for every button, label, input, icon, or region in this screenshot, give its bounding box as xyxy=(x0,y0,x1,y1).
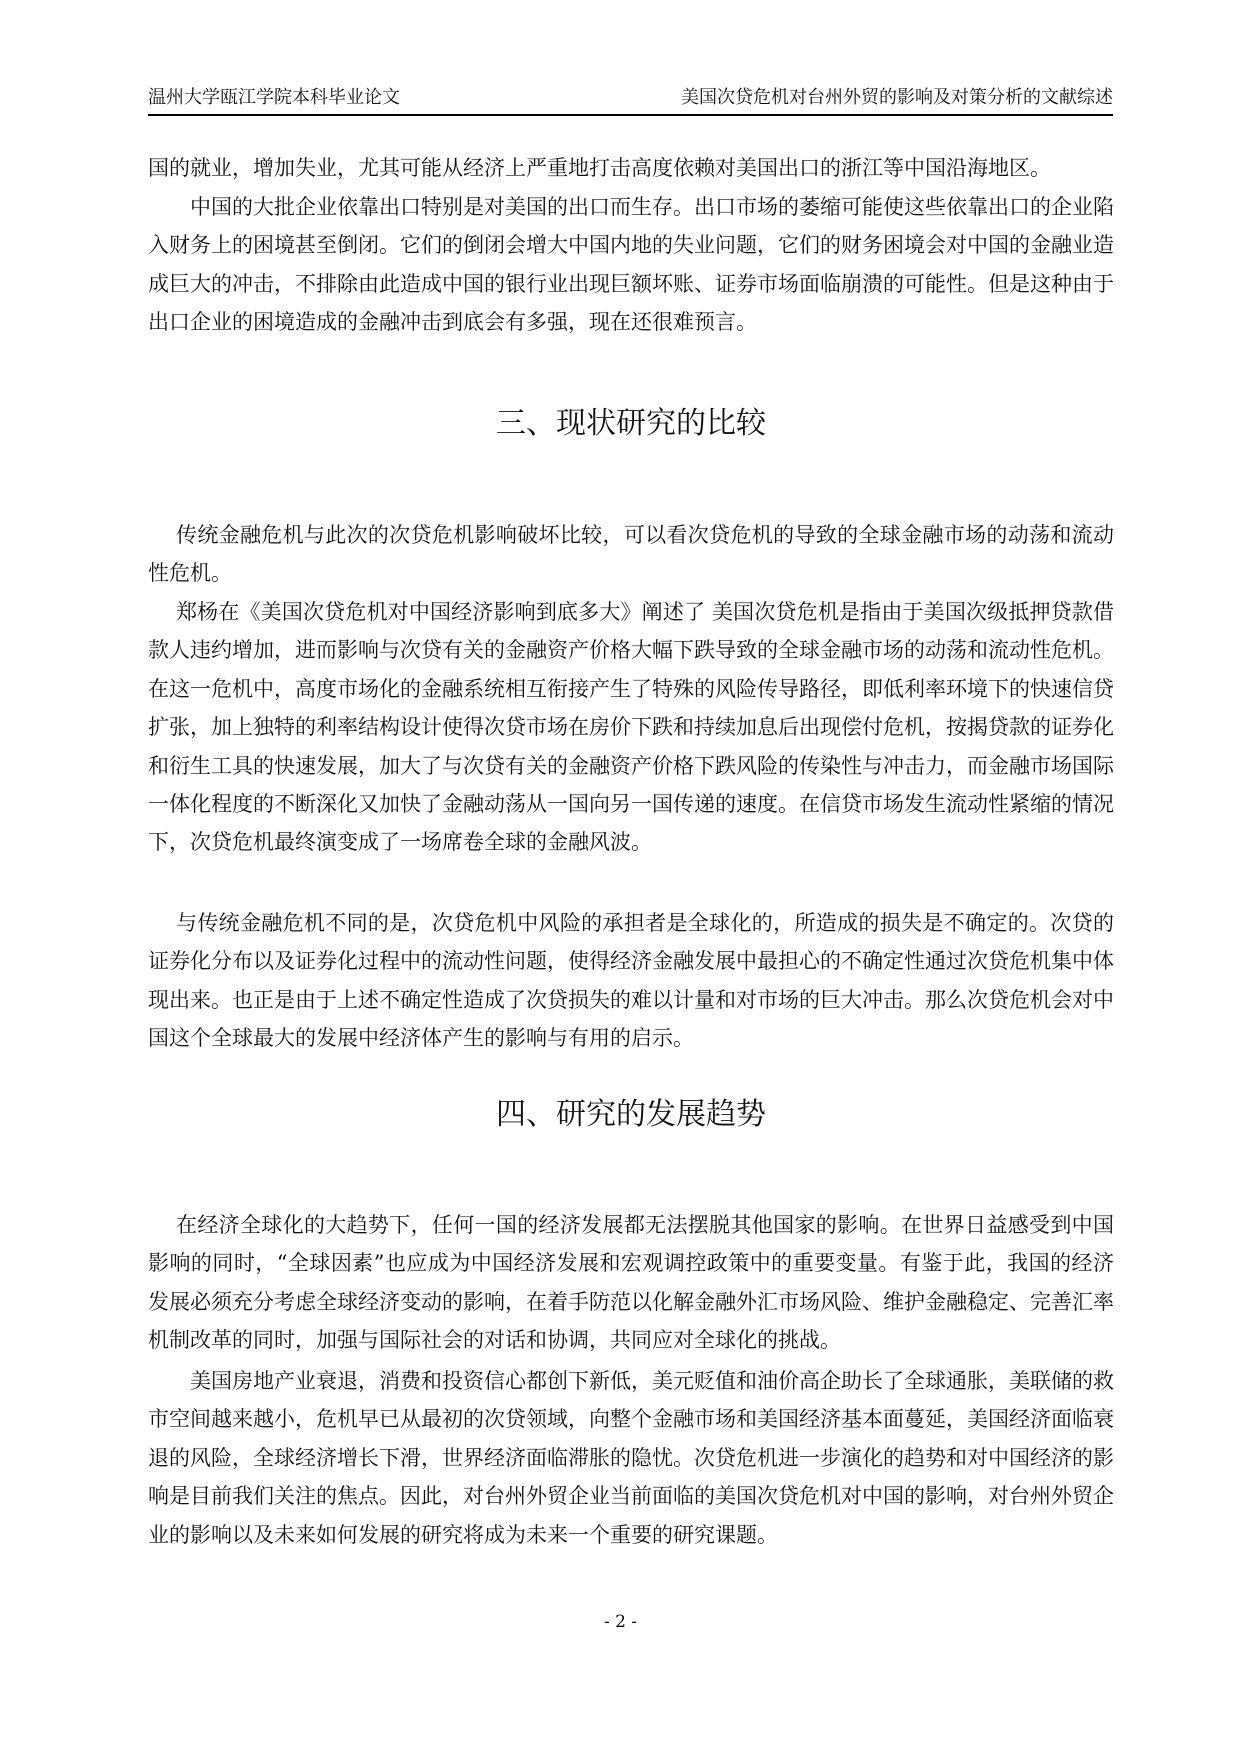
paragraph-research-trend: 美国房地产业衰退，消费和投资信心都创下新低，美元贬值和油价高企助长了全球通胀，美联储的救市空间越来越小，危机早已从最初的次贷领域，向整个金融市场和美国经济基本面蔓延，美国经济面临衰退的风险，全球经济增长下滑，世界经济面临滞胀的隐忧。次贷危机进一步演化的趋势和对中国经济的影响是目前我们关注的焦点。因此，对台州外贸企业当前面临的美国次贷危机对中国的影响，对台州外贸企业的影响以及未来如何发展的研究将成为未来一个重要的研究课题。 xyxy=(148,1369,1114,1547)
header-school-title: 温州大学瓯江学院本科毕业论文 xyxy=(148,87,400,108)
section-heading-4: 四、研究的发展趋势 xyxy=(496,1097,766,1132)
section-heading-3: 三、现状研究的比较 xyxy=(496,406,766,441)
header-paper-title: 美国次贷危机对台州外贸的影响及对策分析的文献综述 xyxy=(681,87,1113,108)
page-header xyxy=(148,86,1113,116)
paragraph-globalization: 在经济全球化的大趋势下，任何一国的经济发展都无法摆脱其他国家的影响。在世界日益感受到中国影响的同时，“全球因素”也应成为中国经济发展和宏观调控政策中的重要变量。有鉴于此，我国的经济发展必须充分考虑全球经济变动的影响，在着手防范以化解金融外汇市场风险、维护金融稳定、完善汇率机制改革的同时，加强与国际社会的对话和协调，共同应对全球化的挑战。 xyxy=(148,1213,1114,1353)
paragraph-crisis-comparison: 传统金融危机与此次的次贷危机影响破坏比较，可以看次贷危机的导致的全球金融市场的动荡和流动性危机。 xyxy=(148,523,1114,586)
paragraph-zheng-yang: 郑杨在《美国次贷危机对中国经济影响到底多大》阐述了 美国次贷危机是指由于美国次级抵押贷款借款人违约增加，进而影响与次贷有关的金融资产价格大幅下跌导致的全球金融市场的动荡和流动性危机。在这一危机中，高度市场化的金融系统相互衔接产生了特殊的风险传导路径，即低利率环境下的快速信贷扩张，加上独特的利率结构设计使得次贷市场在房价下跌和持续加息后出现偿付危机，按揭贷款的证券化和衍生工具的快速发展，加大了与次贷有关的金融资产价格下跌风险的传染性与冲击力，而金融市场国际一体化程度的不断深化又加快了金融动荡从一国向另一国传递的速度。在信贷市场发生流动性紧缩的情况下，次贷危机最终演变成了一场席卷全球的金融风波。 xyxy=(148,600,1114,855)
paragraph-uncertainty: 与传统金融危机不同的是，次贷危机中风险的承担者是全球化的，所造成的损失是不确定的。次贷的证券化分布以及证券化过程中的流动性问题，使得经济金融发展中最担心的不确定性通过次贷危机集中体现出来。也正是由于上述不确定性造成了次贷损失的难以计量和对市场的巨大冲击。那么次贷危机会对中国这个全球最大的发展中经济体产生的影响与有用的启示。 xyxy=(148,911,1114,1051)
paragraph-continued: 国的就业，增加失业，尤其可能从经济上严重地打击高度依赖对美国出口的浙江等中国沿海地区。 xyxy=(148,156,1051,180)
page-number: - 2 - xyxy=(603,1612,638,1632)
paragraph-export-dependence: 中国的大批企业依靠出口特别是对美国的出口而生存。出口市场的萎缩可能使这些依靠出口的企业陷入财务上的困境甚至倒闭。它们的倒闭会增大中国内地的失业问题，它们的财务困境会对中国的金融业造成巨大的冲击，不排除由此造成中国的银行业出现巨额坏账、证券市场面临崩溃的可能性。但是这种由于出口企业的困境造成的金融冲击到底会有多强，现在还很难预言。 xyxy=(148,195,1114,335)
